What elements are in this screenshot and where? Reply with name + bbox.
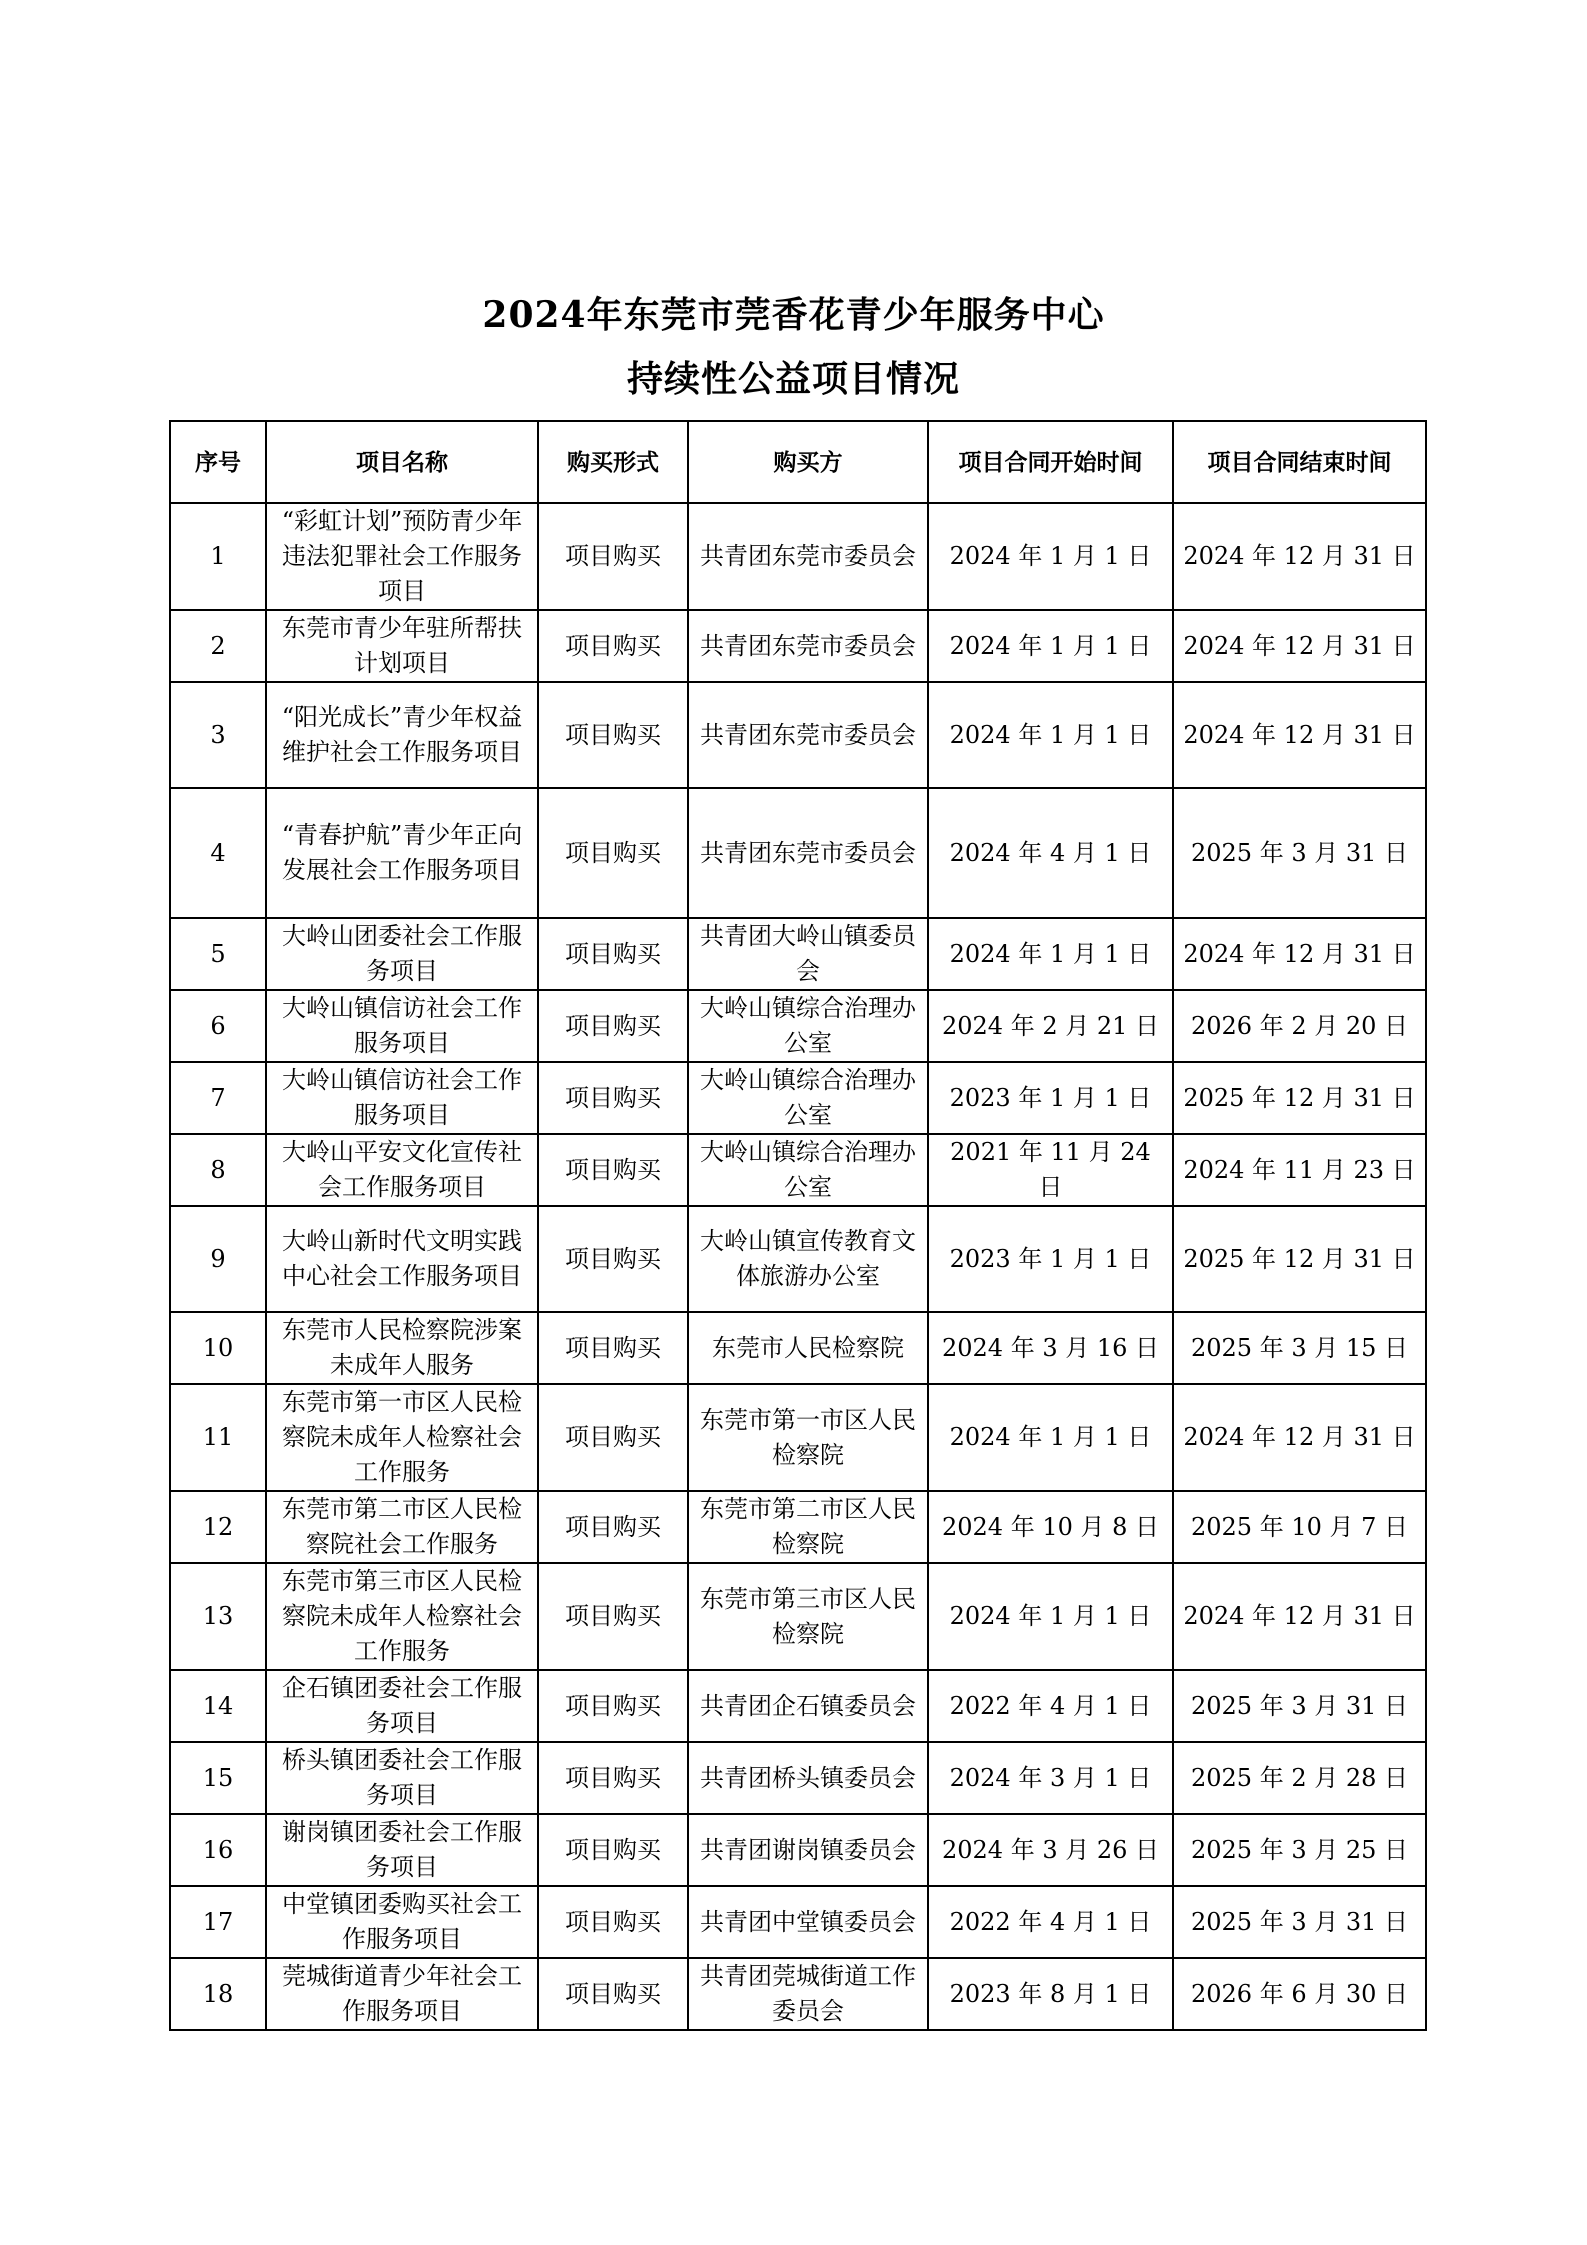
table-row: [170, 788, 1426, 918]
cell-purchase-form: 项目购买: [538, 682, 688, 788]
cell-end-date: 2025 年 3 月 31 日: [1173, 1670, 1426, 1742]
cell-end-date: 2025 年 12 月 31 日: [1173, 1062, 1426, 1134]
cell-start-date: 2024 年 1 月 1 日: [928, 918, 1173, 990]
cell-project-name: 企石镇团委社会工作服务项目: [266, 1670, 538, 1742]
table-row: [170, 1206, 1426, 1312]
cell-index: 6: [170, 990, 266, 1062]
cell-end-date: 2024 年 12 月 31 日: [1173, 1563, 1426, 1670]
cell-purchaser: 东莞市人民检察院: [688, 1312, 928, 1384]
cell-purchase-form: 项目购买: [538, 1134, 688, 1206]
cell-index: 10: [170, 1312, 266, 1384]
cell-purchase-form: 项目购买: [538, 788, 688, 918]
cell-start-date: 2024 年 1 月 1 日: [928, 682, 1173, 788]
cell-start-date: 2021 年 11 月 24 日: [928, 1134, 1173, 1206]
table-row: [170, 1886, 1426, 1958]
table-row: [170, 1670, 1426, 1742]
cell-index: 3: [170, 682, 266, 788]
cell-purchaser: 东莞市第三市区人民检察院: [688, 1563, 928, 1670]
cell-end-date: 2026 年 2 月 20 日: [1173, 990, 1426, 1062]
cell-project-name: 东莞市第一市区人民检察院未成年人检察社会工作服务: [266, 1384, 538, 1491]
cell-start-date: 2024 年 3 月 16 日: [928, 1312, 1173, 1384]
cell-purchase-form: 项目购买: [538, 1742, 688, 1814]
cell-end-date: 2024 年 12 月 31 日: [1173, 503, 1426, 610]
cell-index: 1: [170, 503, 266, 610]
cell-project-name: 大岭山镇信访社会工作服务项目: [266, 990, 538, 1062]
cell-project-name: 中堂镇团委购买社会工作服务项目: [266, 1886, 538, 1958]
cell-start-date: 2024 年 1 月 1 日: [928, 503, 1173, 610]
cell-index: 18: [170, 1958, 266, 2030]
cell-purchaser: 大岭山镇综合治理办公室: [688, 1062, 928, 1134]
cell-project-name: “阳光成长”青少年权益维护社会工作服务项目: [266, 682, 538, 788]
cell-index: 12: [170, 1491, 266, 1563]
cell-purchaser: 共青团东莞市委员会: [688, 610, 928, 682]
cell-end-date: 2024 年 12 月 31 日: [1173, 918, 1426, 990]
cell-start-date: 2024 年 1 月 1 日: [928, 1563, 1173, 1670]
cell-purchaser: 共青团企石镇委员会: [688, 1670, 928, 1742]
cell-start-date: 2024 年 3 月 1 日: [928, 1742, 1173, 1814]
table-row: [170, 1958, 1426, 2030]
cell-index: 17: [170, 1886, 266, 1958]
cell-index: 15: [170, 1742, 266, 1814]
cell-project-name: 大岭山镇信访社会工作服务项目: [266, 1062, 538, 1134]
cell-purchase-form: 项目购买: [538, 1563, 688, 1670]
header-project-name: 项目名称: [266, 421, 538, 503]
header-start-date: 项目合同开始时间: [928, 421, 1173, 503]
cell-start-date: 2024 年 1 月 1 日: [928, 610, 1173, 682]
cell-end-date: 2025 年 12 月 31 日: [1173, 1206, 1426, 1312]
cell-purchase-form: 项目购买: [538, 1206, 688, 1312]
cell-purchaser: 大岭山镇宣传教育文体旅游办公室: [688, 1206, 928, 1312]
cell-end-date: 2026 年 6 月 30 日: [1173, 1958, 1426, 2030]
cell-start-date: 2023 年 1 月 1 日: [928, 1062, 1173, 1134]
cell-project-name: 东莞市第三市区人民检察院未成年人检察社会工作服务: [266, 1563, 538, 1670]
header-purchase-form: 购买形式: [538, 421, 688, 503]
cell-project-name: 东莞市人民检察院涉案未成年人服务: [266, 1312, 538, 1384]
cell-purchase-form: 项目购买: [538, 1062, 688, 1134]
cell-project-name: 东莞市第二市区人民检察院社会工作服务: [266, 1491, 538, 1563]
cell-project-name: 莞城街道青少年社会工作服务项目: [266, 1958, 538, 2030]
cell-purchaser: 东莞市第二市区人民检察院: [688, 1491, 928, 1563]
cell-purchase-form: 项目购买: [538, 610, 688, 682]
cell-purchaser: 共青团东莞市委员会: [688, 503, 928, 610]
cell-index: 7: [170, 1062, 266, 1134]
cell-purchase-form: 项目购买: [538, 1384, 688, 1491]
cell-index: 11: [170, 1384, 266, 1491]
cell-end-date: 2024 年 12 月 31 日: [1173, 1384, 1426, 1491]
cell-end-date: 2025 年 3 月 25 日: [1173, 1814, 1426, 1886]
cell-purchase-form: 项目购买: [538, 1814, 688, 1886]
table-row: [170, 1742, 1426, 1814]
cell-index: 13: [170, 1563, 266, 1670]
cell-purchase-form: 项目购买: [538, 1886, 688, 1958]
cell-start-date: 2022 年 4 月 1 日: [928, 1886, 1173, 1958]
table-row: [170, 1563, 1426, 1670]
cell-index: 14: [170, 1670, 266, 1742]
cell-start-date: 2024 年 2 月 21 日: [928, 990, 1173, 1062]
cell-project-name: “青春护航”青少年正向发展社会工作服务项目: [266, 788, 538, 918]
table-row: [170, 1312, 1426, 1384]
table-row: [170, 1814, 1426, 1886]
cell-purchaser: 共青团东莞市委员会: [688, 788, 928, 918]
cell-purchaser: 共青团谢岗镇委员会: [688, 1814, 928, 1886]
cell-purchase-form: 项目购买: [538, 1958, 688, 2030]
cell-purchaser: 大岭山镇综合治理办公室: [688, 990, 928, 1062]
table-row: [170, 610, 1426, 682]
table-row: [170, 1134, 1426, 1206]
cell-index: 5: [170, 918, 266, 990]
cell-purchase-form: 项目购买: [538, 918, 688, 990]
cell-end-date: 2025 年 3 月 15 日: [1173, 1312, 1426, 1384]
table-header-row: [170, 421, 1426, 503]
cell-end-date: 2024 年 12 月 31 日: [1173, 682, 1426, 788]
cell-project-name: 大岭山团委社会工作服务项目: [266, 918, 538, 990]
table-row: [170, 918, 1426, 990]
table-row: [170, 1384, 1426, 1491]
cell-purchase-form: 项目购买: [538, 1312, 688, 1384]
cell-project-name: “彩虹计划”预防青少年违法犯罪社会工作服务项目: [266, 503, 538, 610]
cell-start-date: 2024 年 10 月 8 日: [928, 1491, 1173, 1563]
cell-end-date: 2025 年 3 月 31 日: [1173, 1886, 1426, 1958]
document-title-line2: 持续性公益项目情况: [626, 358, 960, 400]
document-title-line1: 2024年东莞市莞香花青少年服务中心: [482, 294, 1105, 336]
cell-end-date: 2024 年 12 月 31 日: [1173, 610, 1426, 682]
header-purchaser: 购买方: [688, 421, 928, 503]
table-row: [170, 682, 1426, 788]
cell-end-date: 2025 年 3 月 31 日: [1173, 788, 1426, 918]
cell-purchase-form: 项目购买: [538, 1670, 688, 1742]
cell-index: 9: [170, 1206, 266, 1312]
cell-purchaser: 共青团东莞市委员会: [688, 682, 928, 788]
cell-end-date: 2024 年 11 月 23 日: [1173, 1134, 1426, 1206]
cell-index: 16: [170, 1814, 266, 1886]
cell-project-name: 东莞市青少年驻所帮扶计划项目: [266, 610, 538, 682]
cell-purchase-form: 项目购买: [538, 990, 688, 1062]
table-row: [170, 503, 1426, 610]
cell-project-name: 大岭山平安文化宣传社会工作服务项目: [266, 1134, 538, 1206]
cell-end-date: 2025 年 10 月 7 日: [1173, 1491, 1426, 1563]
cell-project-name: 桥头镇团委社会工作服务项目: [266, 1742, 538, 1814]
header-index: 序号: [170, 421, 266, 503]
table-row: [170, 990, 1426, 1062]
cell-index: 2: [170, 610, 266, 682]
table-row: [170, 1062, 1426, 1134]
cell-end-date: 2025 年 2 月 28 日: [1173, 1742, 1426, 1814]
cell-index: 4: [170, 788, 266, 918]
cell-start-date: 2022 年 4 月 1 日: [928, 1670, 1173, 1742]
cell-purchaser: 共青团莞城街道工作委员会: [688, 1958, 928, 2030]
cell-purchaser: 东莞市第一市区人民检察院: [688, 1384, 928, 1491]
cell-start-date: 2023 年 8 月 1 日: [928, 1958, 1173, 2030]
cell-purchase-form: 项目购买: [538, 1491, 688, 1563]
projects-table: [169, 420, 1427, 2031]
header-end-date: 项目合同结束时间: [1173, 421, 1426, 503]
cell-project-name: 谢岗镇团委社会工作服务项目: [266, 1814, 538, 1886]
cell-purchaser: 共青团中堂镇委员会: [688, 1886, 928, 1958]
table-row: [170, 1491, 1426, 1563]
cell-start-date: 2024 年 1 月 1 日: [928, 1384, 1173, 1491]
cell-purchase-form: 项目购买: [538, 503, 688, 610]
cell-start-date: 2023 年 1 月 1 日: [928, 1206, 1173, 1312]
cell-purchaser: 共青团桥头镇委员会: [688, 1742, 928, 1814]
cell-start-date: 2024 年 3 月 26 日: [928, 1814, 1173, 1886]
cell-project-name: 大岭山新时代文明实践中心社会工作服务项目: [266, 1206, 538, 1312]
cell-start-date: 2024 年 4 月 1 日: [928, 788, 1173, 918]
cell-index: 8: [170, 1134, 266, 1206]
cell-purchaser: 共青团大岭山镇委员会: [688, 918, 928, 990]
cell-purchaser: 大岭山镇综合治理办公室: [688, 1134, 928, 1206]
